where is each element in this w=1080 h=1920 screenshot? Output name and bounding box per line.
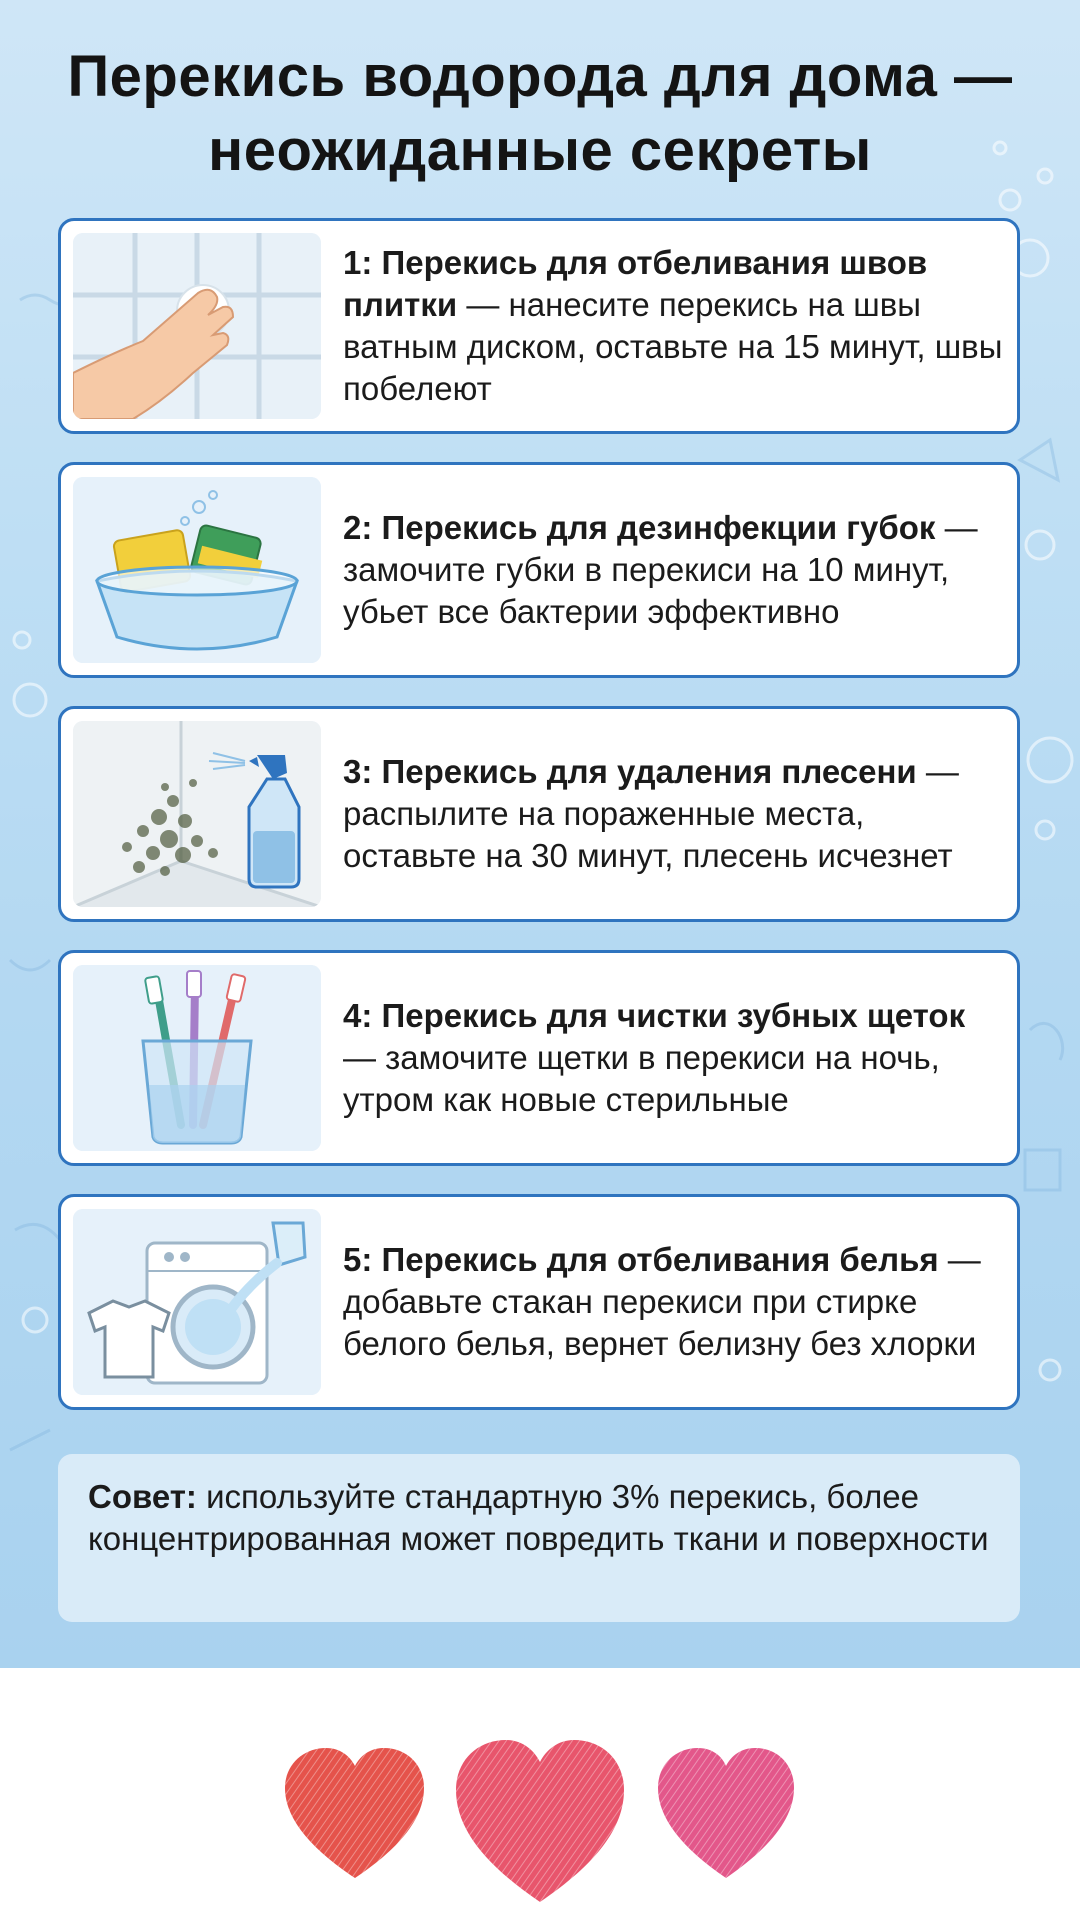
toothbrushes-glass-icon [73, 965, 321, 1151]
washing-machine-shirt-icon [73, 1209, 321, 1395]
tip-card-text [343, 1197, 1003, 1407]
tip-card-body: — нанесите перекись на швы ватным диском, оставьте на 15 минут, швы побелеют [343, 286, 1003, 407]
title-line-1: Перекись водорода для дома — [67, 44, 1013, 109]
tip-card-body: — замочите губки в перекиси на 10 минут, убьет все бактерии эффективно [343, 509, 978, 630]
tip-card-body: — добавьте стакан перекиси при стирке белого белья, вернет белизну без хлорки [343, 1241, 981, 1362]
advice-label: Совет: [88, 1478, 197, 1515]
tip-card-heading: 3: Перекись для удаления плесени [343, 753, 917, 790]
tip-card-text [343, 709, 1003, 919]
tip-card-heading: 4: Перекись для чистки зубных щеток [343, 997, 966, 1034]
tip-card-2 [58, 462, 1020, 678]
page-title [20, 40, 1060, 188]
hearts-row [0, 1668, 1080, 1920]
tip-card-1 [58, 218, 1020, 434]
tip-card-3 [58, 706, 1020, 922]
advice-text: используйте стандартную 3% перекись, более концентрированная может повредить ткани и поверхности [88, 1478, 989, 1557]
heart-right-icon [658, 1748, 794, 1878]
tip-card-5 [58, 1194, 1020, 1410]
tip-card-text [343, 953, 1003, 1163]
sponges-bowl-icon [73, 477, 321, 663]
mold-spray-bottle-icon [73, 721, 321, 907]
heart-middle-icon [456, 1740, 624, 1902]
tip-card-4 [58, 950, 1020, 1166]
tip-card-heading: 5: Перекись для отбеливания белья [343, 1241, 939, 1278]
tip-card-text [343, 221, 1003, 431]
advice-box [58, 1454, 1020, 1622]
heart-left-icon [285, 1748, 424, 1878]
tip-card-body: — замочите щетки в перекиси на ночь, утром как новые стерильные [343, 1039, 940, 1118]
tile-hand-cotton-pad-icon [73, 233, 321, 419]
tip-card-body: — распылите на пораженные места, оставьте на 30 минут, плесень исчезнет [343, 753, 959, 874]
tip-card-heading: 1: Перекись для отбеливания швов плитки [343, 244, 928, 323]
title-line-2: неожиданные секреты [208, 118, 872, 183]
tip-card-heading: 2: Перекись для дезинфекции губок [343, 509, 936, 546]
tip-card-text [343, 465, 1003, 675]
